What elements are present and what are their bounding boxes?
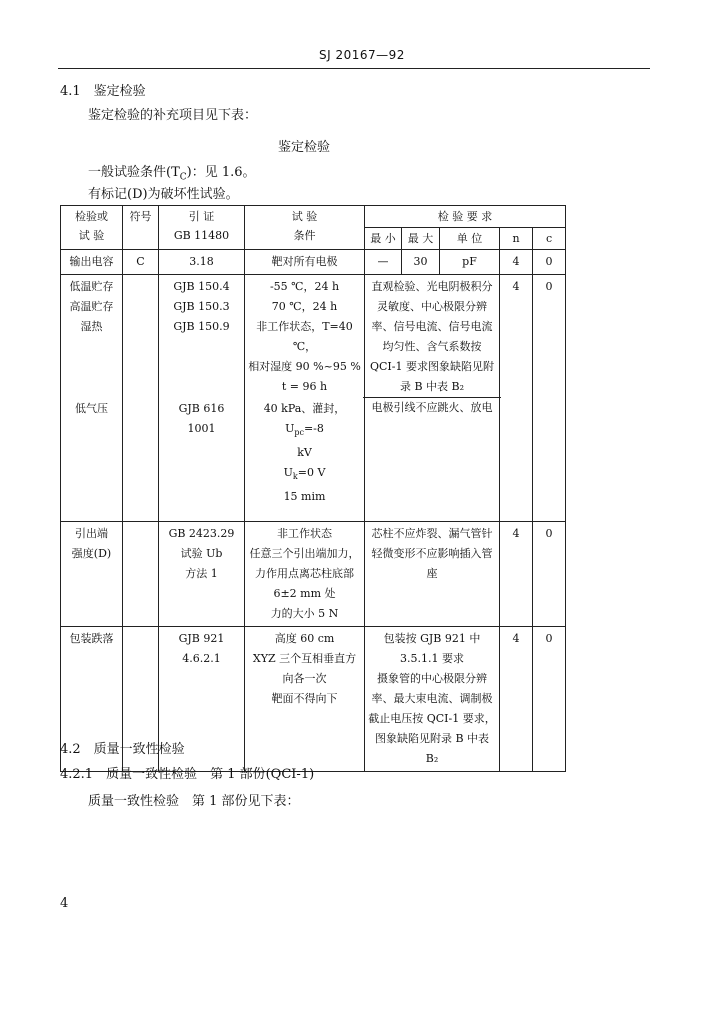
section-4-2-1-heading: 4.2.1 质量一致性检验 第 1 部份(QCI-1) [60,767,315,782]
row5-cond [245,627,365,772]
row3-cond-3 [247,463,362,487]
row5-req-6: 图象缺陷见附录 B 中表 [374,732,490,745]
row2-cond-5: t = 96 h [281,380,328,393]
section-4-2-1-text: 质量一致性检验 第 1 部份见下表： [88,794,300,809]
row2-req-1: 直观检验、光电阴极积分 [371,280,493,293]
row4-ref-1: GB 2423.29 [168,527,235,540]
row2-cond-3: 非工作状态，T=40 ℃， [256,320,353,353]
row5-cond-1: 高度 60 cm [274,632,335,645]
row3-cond-1a: 40 kPa、灌封，U [263,402,346,435]
hdr-unit: 单 位 [440,228,500,250]
hdr-test-l2: 条件 [293,229,316,242]
row2-ref-3: GJB 150.9 [173,320,230,333]
row2-req-3: 率、信号电流、信号电流 [371,320,493,333]
row2-c: 0 [533,275,566,522]
row1-min: — [365,250,402,275]
row4-item-1: 引出端 [75,527,108,540]
row2-req-4: 均匀性、含气系数按 [382,340,482,353]
row2-n: 4 [500,275,533,522]
row3-cond-sub2: k [292,472,298,482]
header-row-1 [61,206,566,228]
row5-req-4: 率、最大束电流、调制极 [371,692,493,705]
row4-req-3: 座 [426,567,438,580]
row4-cond [245,522,365,627]
row1-c: 0 [533,250,566,275]
row1-unit: pF [440,250,500,275]
row2-req-5: QCI-1 要求图象缺陷见附 [370,360,494,373]
row3-ref-1: GJB 616 [178,402,225,415]
row5-n: 4 [500,627,533,772]
row3-cond-3b: =0 V [297,466,326,480]
test-conditions-line [88,161,256,183]
hdr-max: 最 大 [402,228,440,250]
row1-n: 4 [500,250,533,275]
document-header: SJ 20167—92 [319,48,405,62]
row2-cond [245,275,365,522]
row2-item [61,275,123,522]
section-4-1-heading: 4.1 鉴定检验 [60,84,146,99]
spacer [63,337,120,399]
row1-max: 30 [402,250,440,275]
row4-c: 0 [533,522,566,627]
row3-cond-2: kV [297,446,312,460]
hdr-ref-l1: 引 证 [188,210,215,223]
row5-req-5: 截止电压按 QCI-1 要求， [368,712,496,725]
row4-cond-5: 力的大小 5 N [270,607,339,620]
row2-req-6: 录 B 中表 B₂ [399,380,465,393]
row4-ref-3: 方法 1 [185,567,218,580]
row1-cond: 靶对所有电极 [245,250,365,275]
row4-cond-2: 任意三个引出端加力， [249,547,360,560]
hdr-requirements: 检 验 要 求 [365,206,566,228]
row5-cond-2: XYZ 三个互相垂直方 [252,652,357,665]
table-row [61,250,566,275]
row2-cond-2: 70 ℃，24 h [271,300,338,313]
row3-item: 低气压 [75,402,108,415]
row4-symbol [123,522,159,627]
table-row [61,275,566,522]
spacer [161,337,242,399]
cond-sub: C [179,172,187,183]
row2-req [365,275,500,522]
row2-ref-1: GJB 150.4 [173,280,230,293]
row4-cond-1: 非工作状态 [277,527,332,540]
row2-item-2: 高温贮存 [69,300,114,313]
row3-cond-1 [247,399,362,443]
row5-cond-4: 靶面不得向下 [271,692,338,705]
hdr-item-l1: 检验或 [75,210,108,223]
hdr-min: 最 小 [365,228,402,250]
row2-symbol [123,275,159,522]
row4-req [365,522,500,627]
hdr-test-l1: 试 验 [291,210,318,223]
row3-cond-1b: =-8 [303,422,324,435]
row3-cond-3a: U [283,466,293,480]
row2-ref-2: GJB 150.3 [173,300,230,313]
row4-n: 4 [500,522,533,627]
row4-req-1: 芯柱不应炸裂、漏气管针 [371,527,493,540]
row4-req-2: 轻微变形不应影响插入管 [371,547,493,560]
cond-text: 一般试验条件(T [88,165,180,180]
table-row [61,522,566,627]
row5-c: 0 [533,627,566,772]
hdr-c: c [533,228,566,250]
row3-ref-2: 1001 [187,422,216,435]
row4-item [61,522,123,627]
row3-cond-4: 15 mim [283,490,326,504]
hdr-ref [159,206,245,250]
row1-ref: 3.18 [159,250,245,275]
row2-cond-1: -55 ℃，24 h [269,280,340,293]
hdr-ref-l2: GB 11480 [173,229,230,242]
hdr-n: n [500,228,533,250]
row5-cond-3: 向各一次 [282,672,327,685]
hdr-symbol: 符号 [123,206,159,250]
cond-rest: )：见 1.6。 [186,165,256,180]
row5-req-3: 摄象管的中心极限分辨 [377,672,487,685]
row3-req: 电极引线不应跳火、放电 [371,401,493,414]
row4-cond-3: 力作用点离芯柱底部 [255,567,354,580]
row4-item-2: 强度(D) [71,547,112,560]
row3-cond-sub1: pc [294,428,304,438]
row5-item: 包装跌落 [61,627,123,772]
table-title: 鉴定检验 [278,140,331,155]
row2-ref [159,275,245,522]
row1-symbol: C [123,250,159,275]
row5-req-1: 包装按 GJB 921 中 [383,632,481,645]
row2-req-2: 灵敏度、中心极限分辨 [377,300,487,313]
row4-ref-2: 试验 Ub [180,547,223,560]
row5-ref-1: GJB 921 [178,632,225,645]
qualification-test-table [60,205,566,772]
row5-req-2: 3.5.1.1 要求 [400,652,464,665]
header-rule [58,68,650,69]
destructive-note: 有标记(D)为破坏性试验。 [88,187,239,202]
row2-cond-4: 相对湿度 90 %~95 % [248,360,361,373]
row4-cond-4: 6±2 mm 处 [273,587,336,600]
row5-req-7: B₂ [425,752,439,765]
hdr-test [245,206,365,250]
section-4-1-intro: 鉴定检验的补充项目见下表： [88,108,258,123]
section-4-2-heading: 4.2 质量一致性检验 [60,742,185,757]
row2-item-3: 湿热 [80,320,103,333]
hdr-item-l2: 试 验 [78,229,105,242]
row5-ref-2: 4.6.2.1 [182,652,221,665]
page-number: 4 [60,896,69,911]
hdr-item [61,206,123,250]
row2-item-1: 低温贮存 [69,280,114,293]
row1-item: 输出电容 [61,250,123,275]
row5-req [365,627,500,772]
row4-ref [159,522,245,627]
